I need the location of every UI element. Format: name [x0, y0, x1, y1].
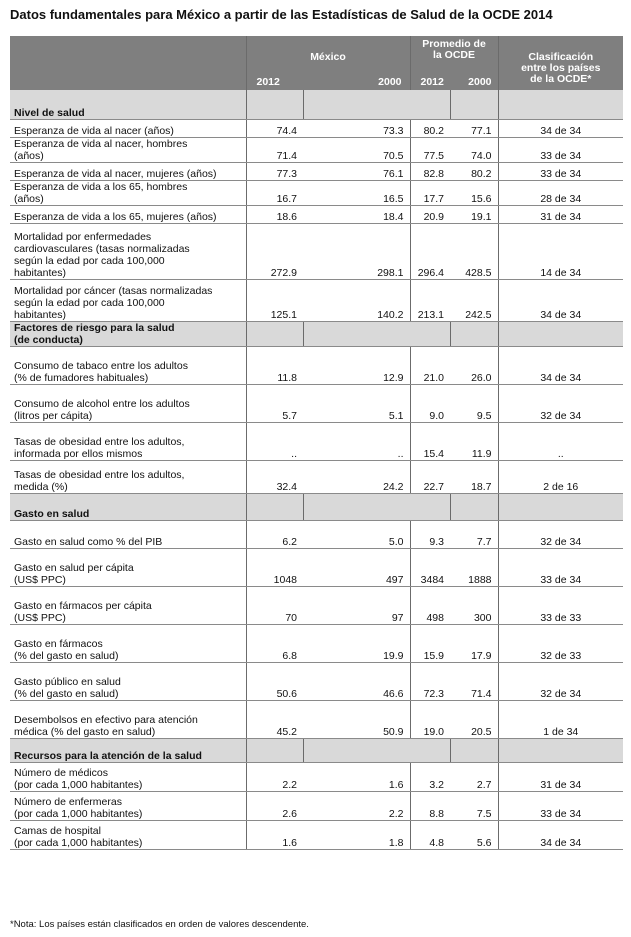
ocde-2000-value: 15.6: [450, 180, 498, 205]
section-header-row: [10, 321, 623, 346]
ocde-2000-value: 80.2: [450, 162, 498, 180]
ocde-rank-value: 28 de 34: [498, 180, 623, 205]
text-line: (litros per cápita): [14, 409, 93, 422]
ocde-rank-value: 32 de 34: [498, 662, 623, 700]
ocde-rank-value: 2 de 16: [498, 460, 623, 493]
ocde-rank-value: 32 de 34: [498, 520, 623, 548]
section-empty-cell: [410, 90, 450, 119]
section-empty-cell: [303, 738, 410, 762]
row-label: [10, 205, 246, 223]
table-row: [10, 137, 623, 162]
section-empty-cell: [450, 493, 498, 520]
text-line: (por cada 1,000 habitantes): [14, 778, 143, 791]
row-label: [10, 137, 246, 162]
mexico-2012-value: 16.7: [246, 180, 303, 205]
health-statistics-table-wrapper: [10, 36, 623, 850]
row-label: [10, 662, 246, 700]
table-row: [10, 346, 623, 384]
ocde-2012-value: 15.4: [410, 422, 450, 460]
ocde-2000-value: 7.5: [450, 791, 498, 820]
text-line: Mortalidad por cáncer (tasas normalizadas: [14, 284, 213, 297]
ocde-rank-value: 33 de 34: [498, 548, 623, 586]
header-ocde-line2: la OCDE: [432, 49, 475, 61]
section-header-row: [10, 493, 623, 520]
mexico-2000-value: 18.4: [303, 205, 410, 223]
mexico-2000-value: 76.1: [303, 162, 410, 180]
ocde-2000-value: 19.1: [450, 205, 498, 223]
row-label: [10, 460, 246, 493]
ocde-2012-value: 296.4: [410, 223, 450, 279]
text-line: Esperanza de vida a los 65, mujeres (años): [14, 210, 217, 223]
table-body: [10, 90, 623, 849]
ocde-2000-value: 71.4: [450, 662, 498, 700]
mexico-2000-value: 5.0: [303, 520, 410, 548]
mexico-2012-value: 6.2: [246, 520, 303, 548]
mexico-2000-value: 46.6: [303, 662, 410, 700]
mexico-2000-value: 16.5: [303, 180, 410, 205]
mexico-2012-value: 125.1: [246, 279, 303, 321]
section-empty-cell: [498, 738, 623, 762]
ocde-2012-value: 9.3: [410, 520, 450, 548]
ocde-2000-value: 7.7: [450, 520, 498, 548]
text-line: informada por ellos mismos: [14, 447, 143, 460]
row-label: [10, 162, 246, 180]
mexico-2000-value: 2.2: [303, 791, 410, 820]
mexico-2012-value: 2.2: [246, 762, 303, 791]
ocde-2000-value: 2.7: [450, 762, 498, 791]
ocde-rank-value: 34 de 34: [498, 119, 623, 137]
row-label: [10, 586, 246, 624]
mexico-2000-value: 73.3: [303, 119, 410, 137]
text-line: Consumo de tabaco entre los adultos: [14, 359, 188, 372]
footnote: *Nota: Los países están clasificados en orden de valores descendente.: [10, 919, 309, 930]
text-line: Número de enfermeras: [14, 795, 122, 808]
text-line: (por cada 1,000 habitantes): [14, 836, 143, 849]
section-empty-cell: [246, 493, 303, 520]
text-line: según la edad por cada 100,000: [14, 296, 165, 309]
ocde-2000-value: 77.1: [450, 119, 498, 137]
row-label: [10, 279, 246, 321]
text-line: Gasto en fármacos: [14, 637, 103, 650]
mexico-2012-value: 71.4: [246, 137, 303, 162]
section-header-row: [10, 90, 623, 119]
mexico-2012-value: 45.2: [246, 700, 303, 738]
section-empty-cell: [410, 493, 450, 520]
ocde-rank-value: 1 de 34: [498, 700, 623, 738]
table-row: [10, 662, 623, 700]
ocde-2012-value: 9.0: [410, 384, 450, 422]
ocde-2000-value: 26.0: [450, 346, 498, 384]
mexico-2000-value: 50.9: [303, 700, 410, 738]
ocde-rank-value: 34 de 34: [498, 279, 623, 321]
header-ocde-2000: 2000: [468, 76, 492, 88]
table-row: [10, 119, 623, 137]
ocde-2000-value: 242.5: [450, 279, 498, 321]
mexico-2000-value: ..: [303, 422, 410, 460]
section-title: [10, 90, 246, 119]
text-line: Nivel de salud: [14, 106, 85, 119]
text-line: (US$ PPC): [14, 611, 66, 624]
ocde-2000-value: 9.5: [450, 384, 498, 422]
section-empty-cell: [498, 90, 623, 119]
ocde-rank-value: 33 de 33: [498, 586, 623, 624]
header-class-line1: Clasificación: [528, 51, 594, 63]
table-row: [10, 460, 623, 493]
table-row: [10, 762, 623, 791]
table-row: [10, 422, 623, 460]
ocde-2012-value: 72.3: [410, 662, 450, 700]
section-empty-cell: [498, 321, 623, 346]
section-empty-cell: [498, 493, 623, 520]
row-label: [10, 762, 246, 791]
ocde-2000-value: 1888: [450, 548, 498, 586]
text-line: Tasas de obesidad entre los adultos,: [14, 468, 185, 481]
text-line: Consumo de alcohol entre los adultos: [14, 397, 190, 410]
text-line: según la edad por cada 100,000: [14, 254, 165, 267]
section-title: [10, 493, 246, 520]
table-row: [10, 279, 623, 321]
section-empty-cell: [410, 321, 450, 346]
mexico-2012-value: 1.6: [246, 820, 303, 849]
mexico-2012-value: ..: [246, 422, 303, 460]
ocde-2012-value: 4.8: [410, 820, 450, 849]
ocde-rank-value: 31 de 34: [498, 205, 623, 223]
mexico-2012-value: 11.8: [246, 346, 303, 384]
table-row: [10, 162, 623, 180]
mexico-2000-value: 1.8: [303, 820, 410, 849]
row-label: [10, 346, 246, 384]
row-label: [10, 384, 246, 422]
header-ocde-group: [410, 36, 498, 90]
ocde-2012-value: 82.8: [410, 162, 450, 180]
mexico-2000-value: 5.1: [303, 384, 410, 422]
header-mexico: México: [310, 51, 346, 63]
section-empty-cell: [450, 90, 498, 119]
text-line: Mortalidad por enfermedades: [14, 230, 152, 243]
mexico-2012-value: 2.6: [246, 791, 303, 820]
text-line: (US$ PPC): [14, 573, 66, 586]
ocde-2012-value: 498: [410, 586, 450, 624]
table-row: [10, 791, 623, 820]
mexico-2012-value: 18.6: [246, 205, 303, 223]
ocde-rank-value: 33 de 34: [498, 162, 623, 180]
row-label: [10, 624, 246, 662]
ocde-2000-value: 300: [450, 586, 498, 624]
text-line: (% de fumadores habituales): [14, 371, 149, 384]
mexico-2000-value: 70.5: [303, 137, 410, 162]
ocde-rank-value: 31 de 34: [498, 762, 623, 791]
row-label: [10, 548, 246, 586]
ocde-2012-value: 21.0: [410, 346, 450, 384]
row-label: [10, 119, 246, 137]
text-line: Gasto en salud: [14, 507, 90, 520]
text-line: habitantes): [14, 308, 66, 321]
table-row: [10, 586, 623, 624]
text-line: Desembolsos en efectivo para atención: [14, 713, 198, 726]
header-class-line3: de la OCDE*: [530, 73, 592, 85]
section-empty-cell: [410, 738, 450, 762]
section-empty-cell: [246, 738, 303, 762]
ocde-2000-value: 5.6: [450, 820, 498, 849]
header-ocde-2012: 2012: [420, 76, 444, 88]
ocde-2012-value: 80.2: [410, 119, 450, 137]
mexico-2000-value: 97: [303, 586, 410, 624]
ocde-2000-value: 11.9: [450, 422, 498, 460]
table-row: [10, 223, 623, 279]
ocde-rank-value: 32 de 33: [498, 624, 623, 662]
mexico-2000-value: 12.9: [303, 346, 410, 384]
row-label: [10, 520, 246, 548]
text-line: (años): [14, 149, 44, 162]
text-line: médica (% del gasto en salud): [14, 725, 156, 738]
mexico-2000-value: 19.9: [303, 624, 410, 662]
row-label: [10, 180, 246, 205]
header-ocde: [411, 39, 498, 61]
text-line: Número de médicos: [14, 766, 108, 779]
text-line: Esperanza de vida al nacer, mujeres (años): [14, 167, 217, 180]
table-row: [10, 205, 623, 223]
section-empty-cell: [246, 90, 303, 119]
text-line: Esperanza de vida al nacer, hombres: [14, 137, 188, 150]
mexico-2000-value: 140.2: [303, 279, 410, 321]
ocde-2012-value: 22.7: [410, 460, 450, 493]
ocde-2012-value: 17.7: [410, 180, 450, 205]
mexico-2012-value: 272.9: [246, 223, 303, 279]
mexico-2012-value: 5.7: [246, 384, 303, 422]
mexico-2000-value: 497: [303, 548, 410, 586]
header-mexico-group: [246, 36, 410, 90]
mexico-2000-value: 298.1: [303, 223, 410, 279]
text-line: (años): [14, 192, 44, 205]
section-empty-cell: [450, 321, 498, 346]
row-label: [10, 820, 246, 849]
section-empty-cell: [246, 321, 303, 346]
text-line: (% del gasto en salud): [14, 649, 119, 662]
text-line: Tasas de obesidad entre los adultos,: [14, 435, 185, 448]
health-statistics-table: [10, 36, 623, 850]
section-empty-cell: [303, 90, 410, 119]
ocde-2000-value: 18.7: [450, 460, 498, 493]
text-line: Recursos para la atención de la salud: [14, 749, 202, 762]
text-line: Camas de hospital: [14, 824, 101, 837]
mexico-2012-value: 70: [246, 586, 303, 624]
row-label: [10, 422, 246, 460]
ocde-2012-value: 3.2: [410, 762, 450, 791]
mexico-2012-value: 6.8: [246, 624, 303, 662]
ocde-rank-value: 33 de 34: [498, 137, 623, 162]
mexico-2012-value: 1048: [246, 548, 303, 586]
table-row: [10, 624, 623, 662]
ocde-2012-value: 3484: [410, 548, 450, 586]
header-blank-cell: [10, 36, 246, 90]
ocde-2000-value: 74.0: [450, 137, 498, 162]
text-line: Esperanza de vida a los 65, hombres: [14, 180, 188, 193]
ocde-2012-value: 20.9: [410, 205, 450, 223]
text-line: (% del gasto en salud): [14, 687, 119, 700]
table-row: [10, 700, 623, 738]
ocde-2012-value: 15.9: [410, 624, 450, 662]
mexico-2000-value: 24.2: [303, 460, 410, 493]
header-mexico-2012: 2012: [256, 76, 280, 88]
text-line: Gasto en fármacos per cápita: [14, 599, 152, 612]
row-label: [10, 223, 246, 279]
row-label: [10, 791, 246, 820]
text-line: medida (%): [14, 480, 68, 493]
ocde-2000-value: 428.5: [450, 223, 498, 279]
section-title: [10, 738, 246, 762]
mexico-2012-value: 50.6: [246, 662, 303, 700]
text-line: Factores de riesgo para la salud: [14, 321, 175, 334]
table-row: [10, 548, 623, 586]
table-row: [10, 520, 623, 548]
section-header-row: [10, 738, 623, 762]
ocde-2012-value: 8.8: [410, 791, 450, 820]
header-mexico-2000: 2000: [378, 76, 402, 88]
page-title: Datos fundamentales para México a partir de las Estadísticas de Salud de la OCDE 2014: [10, 7, 553, 22]
section-empty-cell: [303, 321, 410, 346]
table-header-row: [10, 36, 623, 90]
ocde-2012-value: 77.5: [410, 137, 450, 162]
table-row: [10, 180, 623, 205]
text-line: Gasto público en salud: [14, 675, 121, 688]
mexico-2000-value: 1.6: [303, 762, 410, 791]
ocde-rank-value: 32 de 34: [498, 384, 623, 422]
ocde-2012-value: 19.0: [410, 700, 450, 738]
ocde-2000-value: 17.9: [450, 624, 498, 662]
mexico-2012-value: 74.4: [246, 119, 303, 137]
section-title: [10, 321, 246, 346]
text-line: habitantes): [14, 266, 66, 279]
table-row: [10, 384, 623, 422]
ocde-rank-value: 34 de 34: [498, 820, 623, 849]
ocde-rank-value: 34 de 34: [498, 346, 623, 384]
ocde-rank-value: ..: [498, 422, 623, 460]
text-line: (por cada 1,000 habitantes): [14, 807, 143, 820]
mexico-2012-value: 32.4: [246, 460, 303, 493]
header-class-line2: entre los países: [521, 62, 601, 74]
row-label: [10, 700, 246, 738]
ocde-rank-value: 33 de 34: [498, 791, 623, 820]
text-line: cardiovasculares (tasas normalizadas: [14, 242, 190, 255]
header-ocde-line1: Promedio de: [422, 38, 486, 50]
text-line: Esperanza de vida al nacer (años): [14, 124, 174, 137]
mexico-2012-value: 77.3: [246, 162, 303, 180]
text-line: Gasto en salud per cápita: [14, 561, 134, 574]
ocde-rank-value: 14 de 34: [498, 223, 623, 279]
text-line: (de conducta): [14, 333, 83, 346]
text-line: Gasto en salud como % del PIB: [14, 535, 163, 548]
section-empty-cell: [303, 493, 410, 520]
section-empty-cell: [450, 738, 498, 762]
ocde-2012-value: 213.1: [410, 279, 450, 321]
ocde-2000-value: 20.5: [450, 700, 498, 738]
header-classification: [498, 36, 623, 90]
table-row: [10, 820, 623, 849]
